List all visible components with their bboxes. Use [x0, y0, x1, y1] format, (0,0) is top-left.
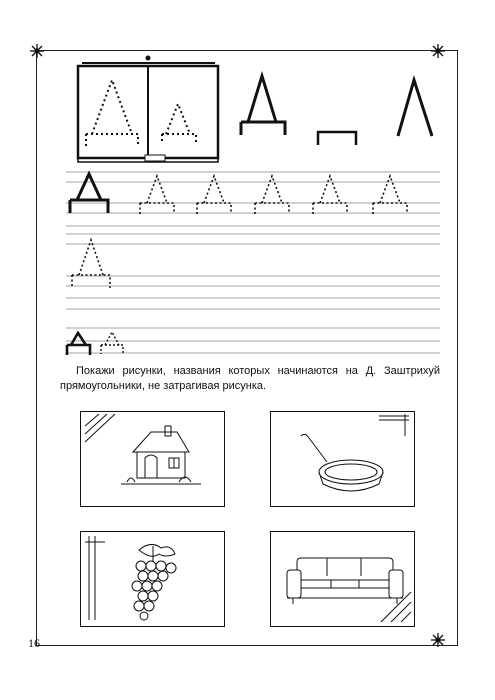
sample-letter: [70, 174, 108, 213]
letter-board: [78, 56, 218, 163]
printed-letter: [241, 76, 285, 135]
small-tracing-letter: [101, 332, 123, 354]
picture-card-frying-pan[interactable]: [270, 411, 415, 507]
small-sample-letter: [67, 333, 90, 355]
writing-lines-2: [66, 234, 440, 309]
picture-card-sofa[interactable]: [270, 531, 415, 627]
house-icon: [81, 412, 223, 505]
picture-card-grapes[interactable]: [80, 531, 225, 627]
sofa-icon: [271, 532, 413, 625]
tracing-letter-row-2: [72, 240, 110, 288]
frying-pan-icon: [271, 412, 413, 505]
letter-base-element: [318, 132, 356, 145]
picture-card-house[interactable]: [80, 411, 225, 507]
writing-lines-1: [66, 172, 440, 226]
page-number: 16: [28, 636, 40, 650]
task-instruction: Покажи рисунки, названия которых начинаются на Д. Заштрихуй прямоугольники, не затрагивая рисунка.: [60, 365, 440, 392]
writing-lines-3: [66, 328, 440, 353]
grapes-icon: [81, 532, 223, 625]
letter-roof-element: [398, 80, 432, 136]
